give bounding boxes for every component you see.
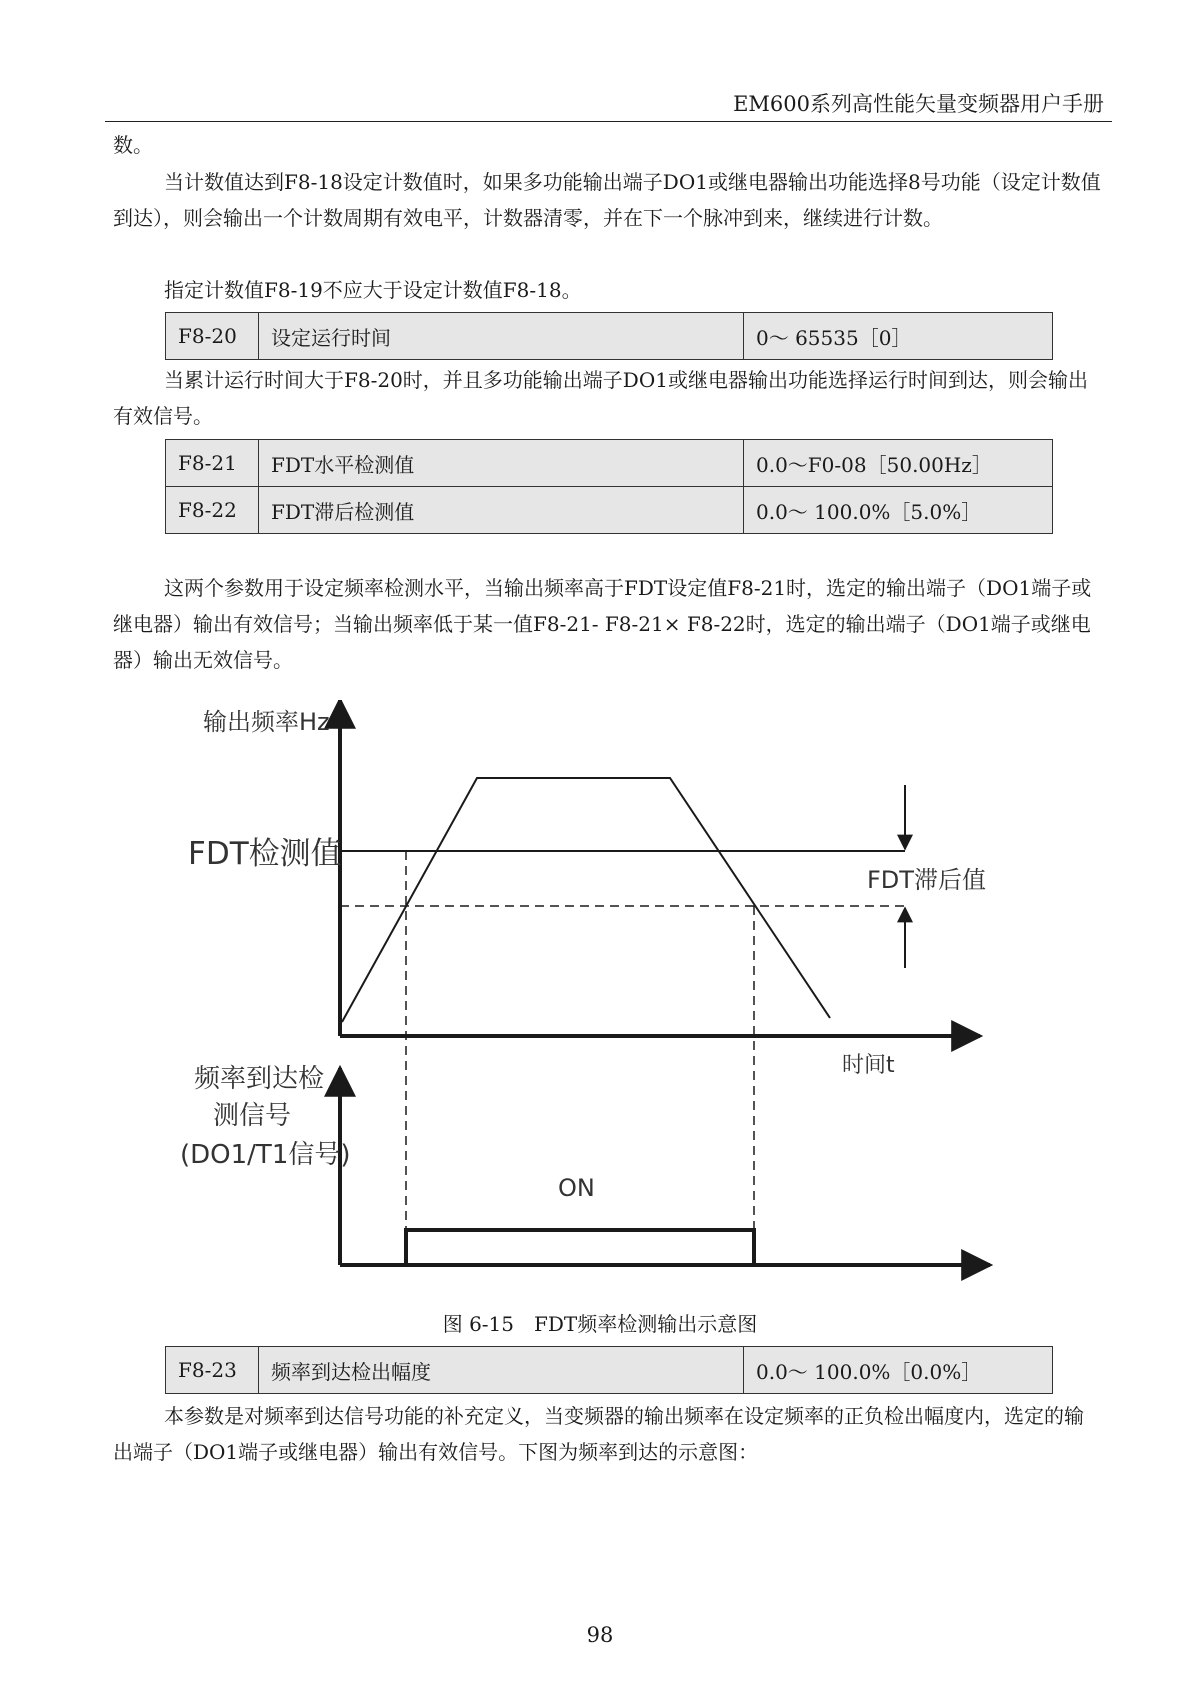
header-rule [105, 121, 1112, 122]
y-axis-label: 输出频率Hz [203, 708, 330, 736]
param-name: FDT水平检测值 [259, 440, 744, 487]
param-range: 0.0～ 100.0%［5.0%］ [744, 487, 1053, 534]
param-name: FDT滞后检测值 [259, 487, 744, 534]
param-code: F8-20 [166, 313, 259, 360]
page-number: 98 [586, 1623, 614, 1647]
table-row [166, 487, 1053, 534]
param-name: 频率到达检出幅度 [259, 1347, 744, 1394]
param-code: F8-21 [166, 440, 259, 487]
param-name: 设定运行时间 [259, 313, 744, 360]
param-table-fdt [165, 439, 1053, 534]
param-range: 0～ 65535［0］ [744, 313, 1053, 360]
on-pulse [406, 1230, 754, 1265]
signal-label-line-2: 测信号 [213, 1101, 292, 1131]
figure-caption: 图 6-15 FDT频率检测输出示意图 [442, 1312, 758, 1336]
paragraph-count-reached: 当计数值达到F8-18设定计数值时，如果多功能输出端子DO1或继电器输出功能选择8号功能（设定计数值到达），则会输出一个计数周期有效电平，计数器清零，并在下一个脉冲到来，继续进行计数。 [113, 170, 1101, 230]
paragraph-arrival-description: 本参数是对频率到达信号功能的补充定义，当变频器的输出频率在设定频率的正负检出幅度内，选定的输出端子（DO1端子或继电器）输出有效信号。下图为频率到达的示意图： [113, 1404, 1084, 1464]
param-table-run-time [165, 312, 1053, 360]
paragraph-fdt-description: 这两个参数用于设定频率检测水平，当输出频率高于FDT设定值F8-21时，选定的输出端子（DO1端子或继电器）输出有效信号；当输出频率低于某一值F8-21- F8-21× F8-22时，选定的输出端子（DO1端子或继电器）输出无效信号。 [113, 576, 1092, 672]
paragraph-run-time: 当累计运行时间大于F8-20时，并且多功能输出端子DO1或继电器输出功能选择运行时间到达，则会输出有效信号。 [113, 368, 1088, 428]
header-title: EM600系列高性能矢量变频器用户手册 [733, 92, 1104, 116]
paragraph-specified-count: 指定计数值F8-19不应大于设定计数值F8-18。 [164, 278, 582, 302]
table-row [166, 1347, 1053, 1394]
param-table-arrival-range [165, 1346, 1053, 1394]
param-range: 0.0～F0-08［50.00Hz］ [744, 440, 1053, 487]
fdt-diagram [170, 700, 1000, 1310]
signal-label-line-1: 频率到达检 [194, 1064, 325, 1094]
table-row [166, 313, 1053, 360]
frequency-curve [342, 778, 830, 1022]
param-code: F8-23 [166, 1347, 259, 1394]
signal-label-line-3: (DO1/T1信号) [180, 1140, 351, 1170]
time-axis-label: 时间t [842, 1053, 895, 1078]
param-code: F8-22 [166, 487, 259, 534]
paragraph-continuation: 数。 [113, 133, 153, 157]
param-range: 0.0～ 100.0%［0.0%］ [744, 1347, 1053, 1394]
fdt-level-label: FDT检测值 [188, 836, 342, 872]
fdt-diagram-svg [170, 700, 1000, 1310]
on-label: ON [558, 1174, 595, 1202]
table-row [166, 440, 1053, 487]
hysteresis-label: FDT滞后值 [867, 866, 986, 894]
